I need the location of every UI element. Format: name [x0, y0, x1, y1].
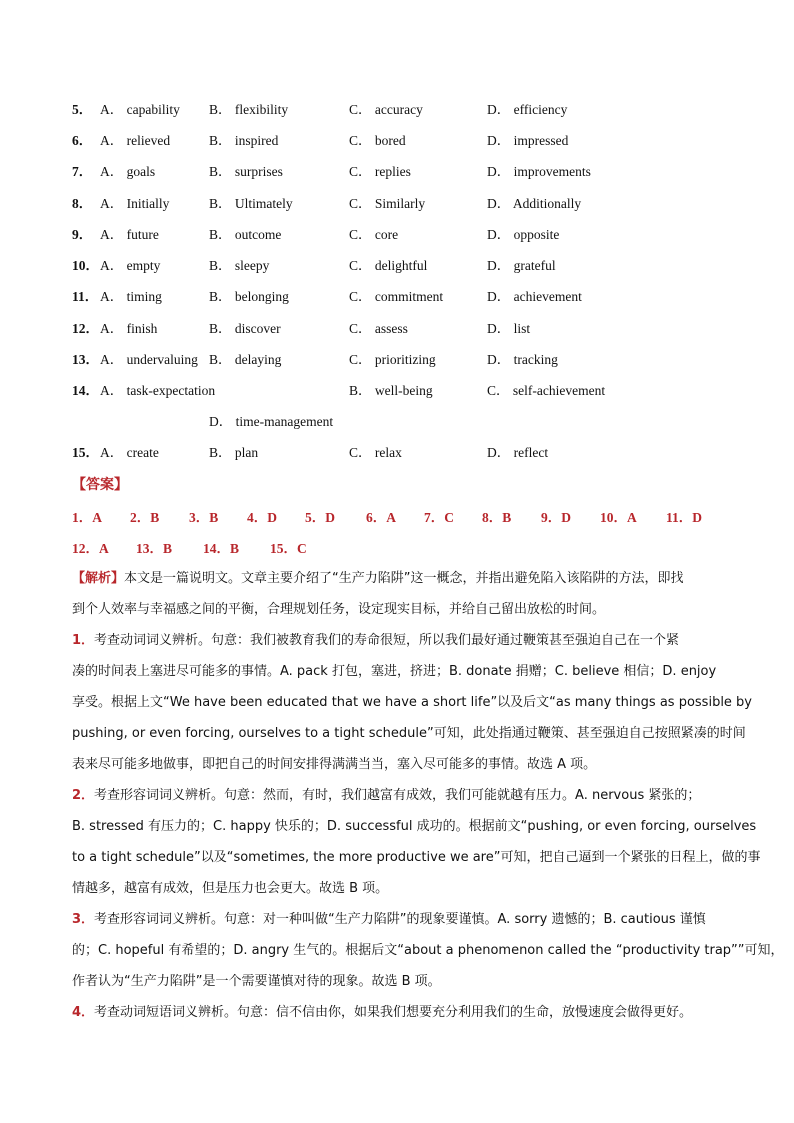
q2-explanation-label: 2．	[72, 788, 95, 803]
option-a: A． empty	[100, 258, 161, 273]
answer-item: 1．A	[72, 510, 102, 525]
answer-item: 5．D	[305, 510, 335, 525]
option-b: B． outcome	[209, 227, 282, 242]
option-c: C． core	[349, 227, 399, 242]
option-d: D． improvements	[487, 164, 591, 179]
option-c: C． accuracy	[349, 102, 423, 117]
q1-explanation-label: 1．	[72, 633, 95, 648]
option-c: C． delightful	[349, 258, 428, 273]
option-d: D． tracking	[487, 352, 558, 367]
analysis-line: 【解析】本文是一篇说明文。文章主要介绍了“生产力陷阱”这一概念，并指出避免陷入该陷阱的方法，即找	[72, 571, 684, 586]
q3-explanation-line: 的；C. hopeful 有希望的；D. angry 生气的。根据后文“about a phenomenon called the “productivity trap””可知，	[72, 943, 784, 958]
option-a: A． finish	[100, 321, 158, 336]
option-a: A． timing	[100, 289, 162, 304]
option-c: B． well-being	[349, 383, 433, 398]
option-a: A． future	[100, 227, 159, 242]
q1-explanation-line: 表来尽可能多地做事，即把自己的时间安排得满满当当，塞入尽可能多的事情。故选 A 项。	[72, 757, 597, 772]
option-d: D． impressed	[487, 133, 569, 148]
question-number: 10．	[72, 258, 99, 273]
option-c: C． replies	[349, 164, 411, 179]
option-b: D． time-management	[209, 414, 334, 429]
q3-explanation-line: 3．考查形容词词义辨析。句意：对一种叫做“生产力陷阱”的现象要谨慎。A. sorry 遗憾的；B. cautious 谨慎	[72, 912, 706, 927]
question-number: 5．	[72, 102, 93, 117]
option-b: B． surprises	[209, 164, 283, 179]
q2-explanation-line: 情越多，越富有成效，但是压力也会更大。故选 B 项。	[72, 881, 389, 896]
option-c: C． Similarly	[349, 196, 426, 211]
option-d: C． self-achievement	[487, 383, 606, 398]
answer-item: 11．D	[666, 510, 703, 525]
question-number: 12．	[72, 321, 99, 336]
option-b: B． flexibility	[209, 102, 289, 117]
option-d: D． reflect	[487, 445, 549, 460]
question-number: 11．	[72, 289, 99, 304]
option-c: C． relax	[349, 445, 402, 460]
option-b: B． sleepy	[209, 258, 270, 273]
option-a: A． create	[100, 445, 159, 460]
question-number: 14．	[72, 383, 99, 398]
q2-explanation-line: to a tight schedule”以及“sometimes, the more productive we are”可知，把自己逼到一个紧张的日程上，做的事	[72, 850, 761, 865]
q3-explanation-label: 3．	[72, 912, 95, 927]
analysis-label: 【解析】	[72, 571, 125, 586]
option-b: B． plan	[209, 445, 259, 460]
answer-item: 6．A	[366, 510, 396, 525]
option-b: B． discover	[209, 321, 281, 336]
q4-explanation-label: 4．	[72, 1005, 95, 1020]
answer-item: 9．D	[541, 510, 571, 525]
answer-item: 3．B	[189, 510, 219, 525]
option-c: C． prioritizing	[349, 352, 436, 367]
option-c: C． assess	[349, 321, 408, 336]
q4-explanation-line: 4．考查动词短语词义辨析。句意：信不信由你，如果我们想要充分利用我们的生命，放慢速度会做得更好。	[72, 1005, 693, 1020]
question-number: 9．	[72, 227, 93, 242]
q2-explanation-line: B. stressed 有压力的；C. happy 快乐的；D. successful 成功的。根据前文“pushing, or even forcing, ourselves	[72, 819, 757, 834]
option-a: A． undervaluing	[100, 352, 198, 367]
answer-item: 13．B	[136, 541, 173, 556]
answer-item: 14．B	[203, 541, 240, 556]
option-a: A． goals	[100, 164, 156, 179]
question-number: 6．	[72, 133, 93, 148]
analysis-line: 到个人效率与幸福感之间的平衡，合理规划任务，设定现实目标，并给自己留出放松的时间。	[72, 602, 606, 617]
option-d: D． grateful	[487, 258, 556, 273]
q2-explanation-line: 2．考查形容词词义辨析。句意：然而，有时，我们越富有成效，我们可能就越有压力。A. nervous 紧张的；	[72, 788, 701, 803]
option-d: D． opposite	[487, 227, 560, 242]
question-number: 7．	[72, 164, 93, 179]
answer-item: 15．C	[270, 541, 307, 556]
option-a: A． Initially	[100, 196, 170, 211]
option-a: A． relieved	[100, 133, 171, 148]
answer-item: 4．D	[247, 510, 277, 525]
answer-heading: 【答案】	[72, 477, 128, 493]
answer-item: 8．B	[482, 510, 512, 525]
analysis-section	[72, 563, 784, 1028]
q1-explanation-line: 1．考查动词词义辨析。句意：我们被教育我们的寿命很短，所以我们最好通过鞭策甚至强迫自己在一个紧	[72, 633, 680, 648]
question-number: 8．	[72, 196, 93, 211]
q1-explanation-line: 凑的时间表上塞进尽可能多的事情。A. pack 打包，塞进，挤进；B. donate 捐赠；C. believe 相信；D. enjoy	[72, 664, 717, 679]
option-c: C． commitment	[349, 289, 444, 304]
answer-item: 7．C	[424, 510, 454, 525]
q3-explanation-line: 作者认为“生产力陷阱”是一个需要谨慎对待的现象。故选 B 项。	[72, 974, 441, 989]
option-d: D． achievement	[487, 289, 582, 304]
option-a: A． task-expectation	[100, 383, 216, 398]
option-d: D． list	[487, 321, 531, 336]
option-b: B． Ultimately	[209, 196, 293, 211]
q1-explanation-line: pushing, or even forcing, ourselves to a tight schedule”可知，此处指通过鞭策、甚至强迫自己按照紧凑的时间	[72, 726, 746, 741]
option-b: B． belonging	[209, 289, 289, 304]
question-number: 13．	[72, 352, 99, 367]
option-d: D． efficiency	[487, 102, 568, 117]
option-c: C． bored	[349, 133, 406, 148]
option-a: A． capability	[100, 102, 180, 117]
question-number: 15．	[72, 445, 99, 460]
answer-item: 12．A	[72, 541, 109, 556]
answer-item: 10．A	[600, 510, 637, 525]
answer-item: 2．B	[130, 510, 160, 525]
option-d: D． Additionally	[487, 196, 582, 211]
q1-explanation-line: 享受。根据上文“We have been educated that we have a short life”以及后文“as many things as possible by	[72, 695, 753, 710]
option-b: B． inspired	[209, 133, 279, 148]
option-b: B． delaying	[209, 352, 282, 367]
